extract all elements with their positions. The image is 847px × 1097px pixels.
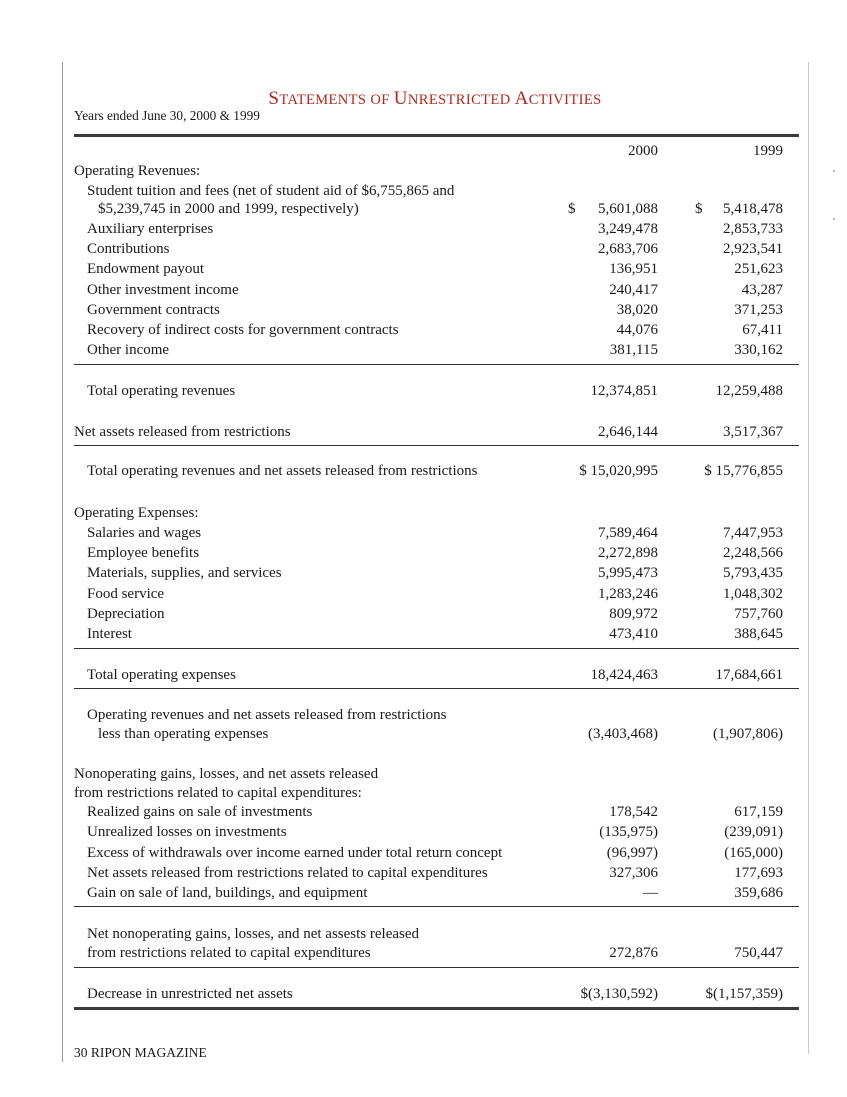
tuition-label-line1: Student tuition and fees (net of student aid of $6,755,865 and <box>87 183 455 199</box>
decrease-1999: $(1,157,359) <box>705 986 783 1002</box>
revenue-item-2000: 2,683,706 <box>598 241 658 257</box>
operating-expenses-heading: Operating Expenses: <box>74 505 199 521</box>
nonoperating-item-1999: 617,159 <box>734 804 783 820</box>
expense-item-2000: 809,972 <box>609 606 658 622</box>
nonoperating-item-2000: 327,306 <box>609 865 658 881</box>
section-rule <box>74 967 799 968</box>
expense-item-2000: 5,995,473 <box>598 565 658 581</box>
revenue-item-2000: 38,020 <box>616 302 658 318</box>
total-revenues-released-2000: $ 15,020,995 <box>579 463 658 479</box>
revenue-item-1999: 43,287 <box>741 282 783 298</box>
revenue-item-1999: 2,853,733 <box>723 221 783 237</box>
expense-item-label: Food service <box>87 586 165 602</box>
expense-item-1999: 7,447,953 <box>723 525 783 541</box>
nonoperating-item-1999: (165,000) <box>724 845 783 861</box>
scan-speck <box>833 218 835 220</box>
expense-item-1999: 5,793,435 <box>723 565 783 581</box>
nonoperating-item-label: Net assets released from restrictions related to capital expenditures <box>87 865 488 881</box>
total-operating-revenues-label: Total operating revenues <box>87 383 236 399</box>
tuition-value-2000: 5,601,088 <box>598 201 658 217</box>
expense-item-label: Depreciation <box>87 606 165 622</box>
expense-item-2000: 473,410 <box>609 626 658 642</box>
total-operating-expenses-1999: 17,684,661 <box>715 667 783 683</box>
expense-item-1999: 388,645 <box>734 626 783 642</box>
revenue-item-2000: 136,951 <box>609 261 658 277</box>
closing-rule <box>74 1007 799 1010</box>
tuition-value-1999: 5,418,478 <box>723 201 783 217</box>
decrease-2000: $(3,130,592) <box>580 986 658 1002</box>
released-2000: 2,646,144 <box>598 424 658 440</box>
revenue-item-label: Other income <box>87 342 170 358</box>
page-margin-line-left <box>62 62 63 1062</box>
net-operating-label-line2: less than operating expenses <box>98 726 269 742</box>
nonoperating-item-2000: — <box>643 885 658 901</box>
statement-subtitle: Years ended June 30, 2000 & 1999 <box>74 108 260 123</box>
expense-item-label: Materials, supplies, and services <box>87 565 282 581</box>
revenue-item-label: Auxiliary enterprises <box>87 221 214 237</box>
tuition-label-line2: $5,239,745 in 2000 and 1999, respectively) <box>98 201 359 217</box>
net-nonoperating-label-line1: Net nonoperating gains, losses, and net assests released <box>87 926 419 942</box>
net-operating-1999: (1,907,806) <box>713 726 783 742</box>
released-1999: 3,517,367 <box>723 424 783 440</box>
section-rule <box>74 445 799 446</box>
expense-item-label: Employee benefits <box>87 545 200 561</box>
revenue-item-label: Recovery of indirect costs for government contracts <box>87 322 399 338</box>
revenue-item-1999: 371,253 <box>734 302 783 318</box>
nonoperating-item-1999: 177,693 <box>734 865 783 881</box>
header-rule <box>74 134 799 137</box>
net-nonoperating-1999: 750,447 <box>734 945 783 961</box>
expense-item-label: Interest <box>87 626 132 642</box>
expense-item-2000: 1,283,246 <box>598 586 658 602</box>
operating-revenues-heading: Operating Revenues: <box>74 163 201 179</box>
expense-item-1999: 757,760 <box>734 606 783 622</box>
statement-title: STATEMENTS OF UNRESTRICTED ACTIVITIES <box>268 88 602 109</box>
expense-item-label: Salaries and wages <box>87 525 202 541</box>
page-footer: 30 RIPON MAGAZINE <box>74 1045 207 1060</box>
nonoperating-item-2000: (96,997) <box>606 845 658 861</box>
expense-item-1999: 2,248,566 <box>723 545 783 561</box>
net-nonoperating-2000: 272,876 <box>609 945 658 961</box>
expense-item-2000: 7,589,464 <box>598 525 658 541</box>
nonoperating-item-label: Unrealized losses on investments <box>87 824 287 840</box>
column-header-2000: 2000 <box>628 143 658 159</box>
net-nonoperating-label-line2: from restrictions related to capital expenditures <box>87 945 371 961</box>
nonoperating-item-2000: 178,542 <box>609 804 658 820</box>
scan-speck <box>833 170 835 172</box>
section-rule <box>74 688 799 689</box>
section-rule <box>74 906 799 907</box>
revenue-item-label: Other investment income <box>87 282 239 298</box>
total-operating-revenues-1999: 12,259,488 <box>715 383 783 399</box>
revenue-item-2000: 240,417 <box>609 282 658 298</box>
expense-item-2000: 2,272,898 <box>598 545 658 561</box>
decrease-label: Decrease in unrestricted net assets <box>87 986 293 1002</box>
page-margin-line-right <box>808 62 809 1054</box>
nonoperating-item-label: Realized gains on sale of investments <box>87 804 313 820</box>
nonoperating-heading-line1: Nonoperating gains, losses, and net assets released <box>74 766 379 782</box>
currency-symbol: $ <box>568 201 576 217</box>
nonoperating-item-1999: 359,686 <box>734 885 783 901</box>
total-revenues-released-label: Total operating revenues and net assets released from restrictions <box>87 463 478 479</box>
revenue-item-1999: 251,623 <box>734 261 783 277</box>
net-operating-label-line1: Operating revenues and net assets released from restrictions <box>87 707 447 723</box>
released-label: Net assets released from restrictions <box>74 424 291 440</box>
revenue-item-label: Government contracts <box>87 302 220 318</box>
net-operating-2000: (3,403,468) <box>588 726 658 742</box>
section-rule <box>74 648 799 649</box>
section-rule <box>74 364 799 365</box>
nonoperating-item-label: Gain on sale of land, buildings, and equipment <box>87 885 368 901</box>
total-revenues-released-1999: $ 15,776,855 <box>704 463 783 479</box>
revenue-item-1999: 2,923,541 <box>723 241 783 257</box>
column-header-1999: 1999 <box>753 143 783 159</box>
total-operating-revenues-2000: 12,374,851 <box>590 383 658 399</box>
total-operating-expenses-label: Total operating expenses <box>87 667 236 683</box>
revenue-item-2000: 44,076 <box>616 322 658 338</box>
total-operating-expenses-2000: 18,424,463 <box>590 667 658 683</box>
nonoperating-item-label: Excess of withdrawals over income earned under total return concept <box>87 845 503 861</box>
revenue-item-2000: 3,249,478 <box>598 221 658 237</box>
revenue-item-1999: 330,162 <box>734 342 783 358</box>
revenue-item-2000: 381,115 <box>609 342 658 358</box>
revenue-item-label: Contributions <box>87 241 170 257</box>
revenue-item-label: Endowment payout <box>87 261 205 277</box>
nonoperating-item-1999: (239,091) <box>724 824 783 840</box>
nonoperating-item-2000: (135,975) <box>599 824 658 840</box>
expense-item-1999: 1,048,302 <box>723 586 783 602</box>
nonoperating-heading-line2: from restrictions related to capital expenditures: <box>74 785 362 801</box>
currency-symbol: $ <box>695 201 703 217</box>
revenue-item-1999: 67,411 <box>742 322 783 338</box>
